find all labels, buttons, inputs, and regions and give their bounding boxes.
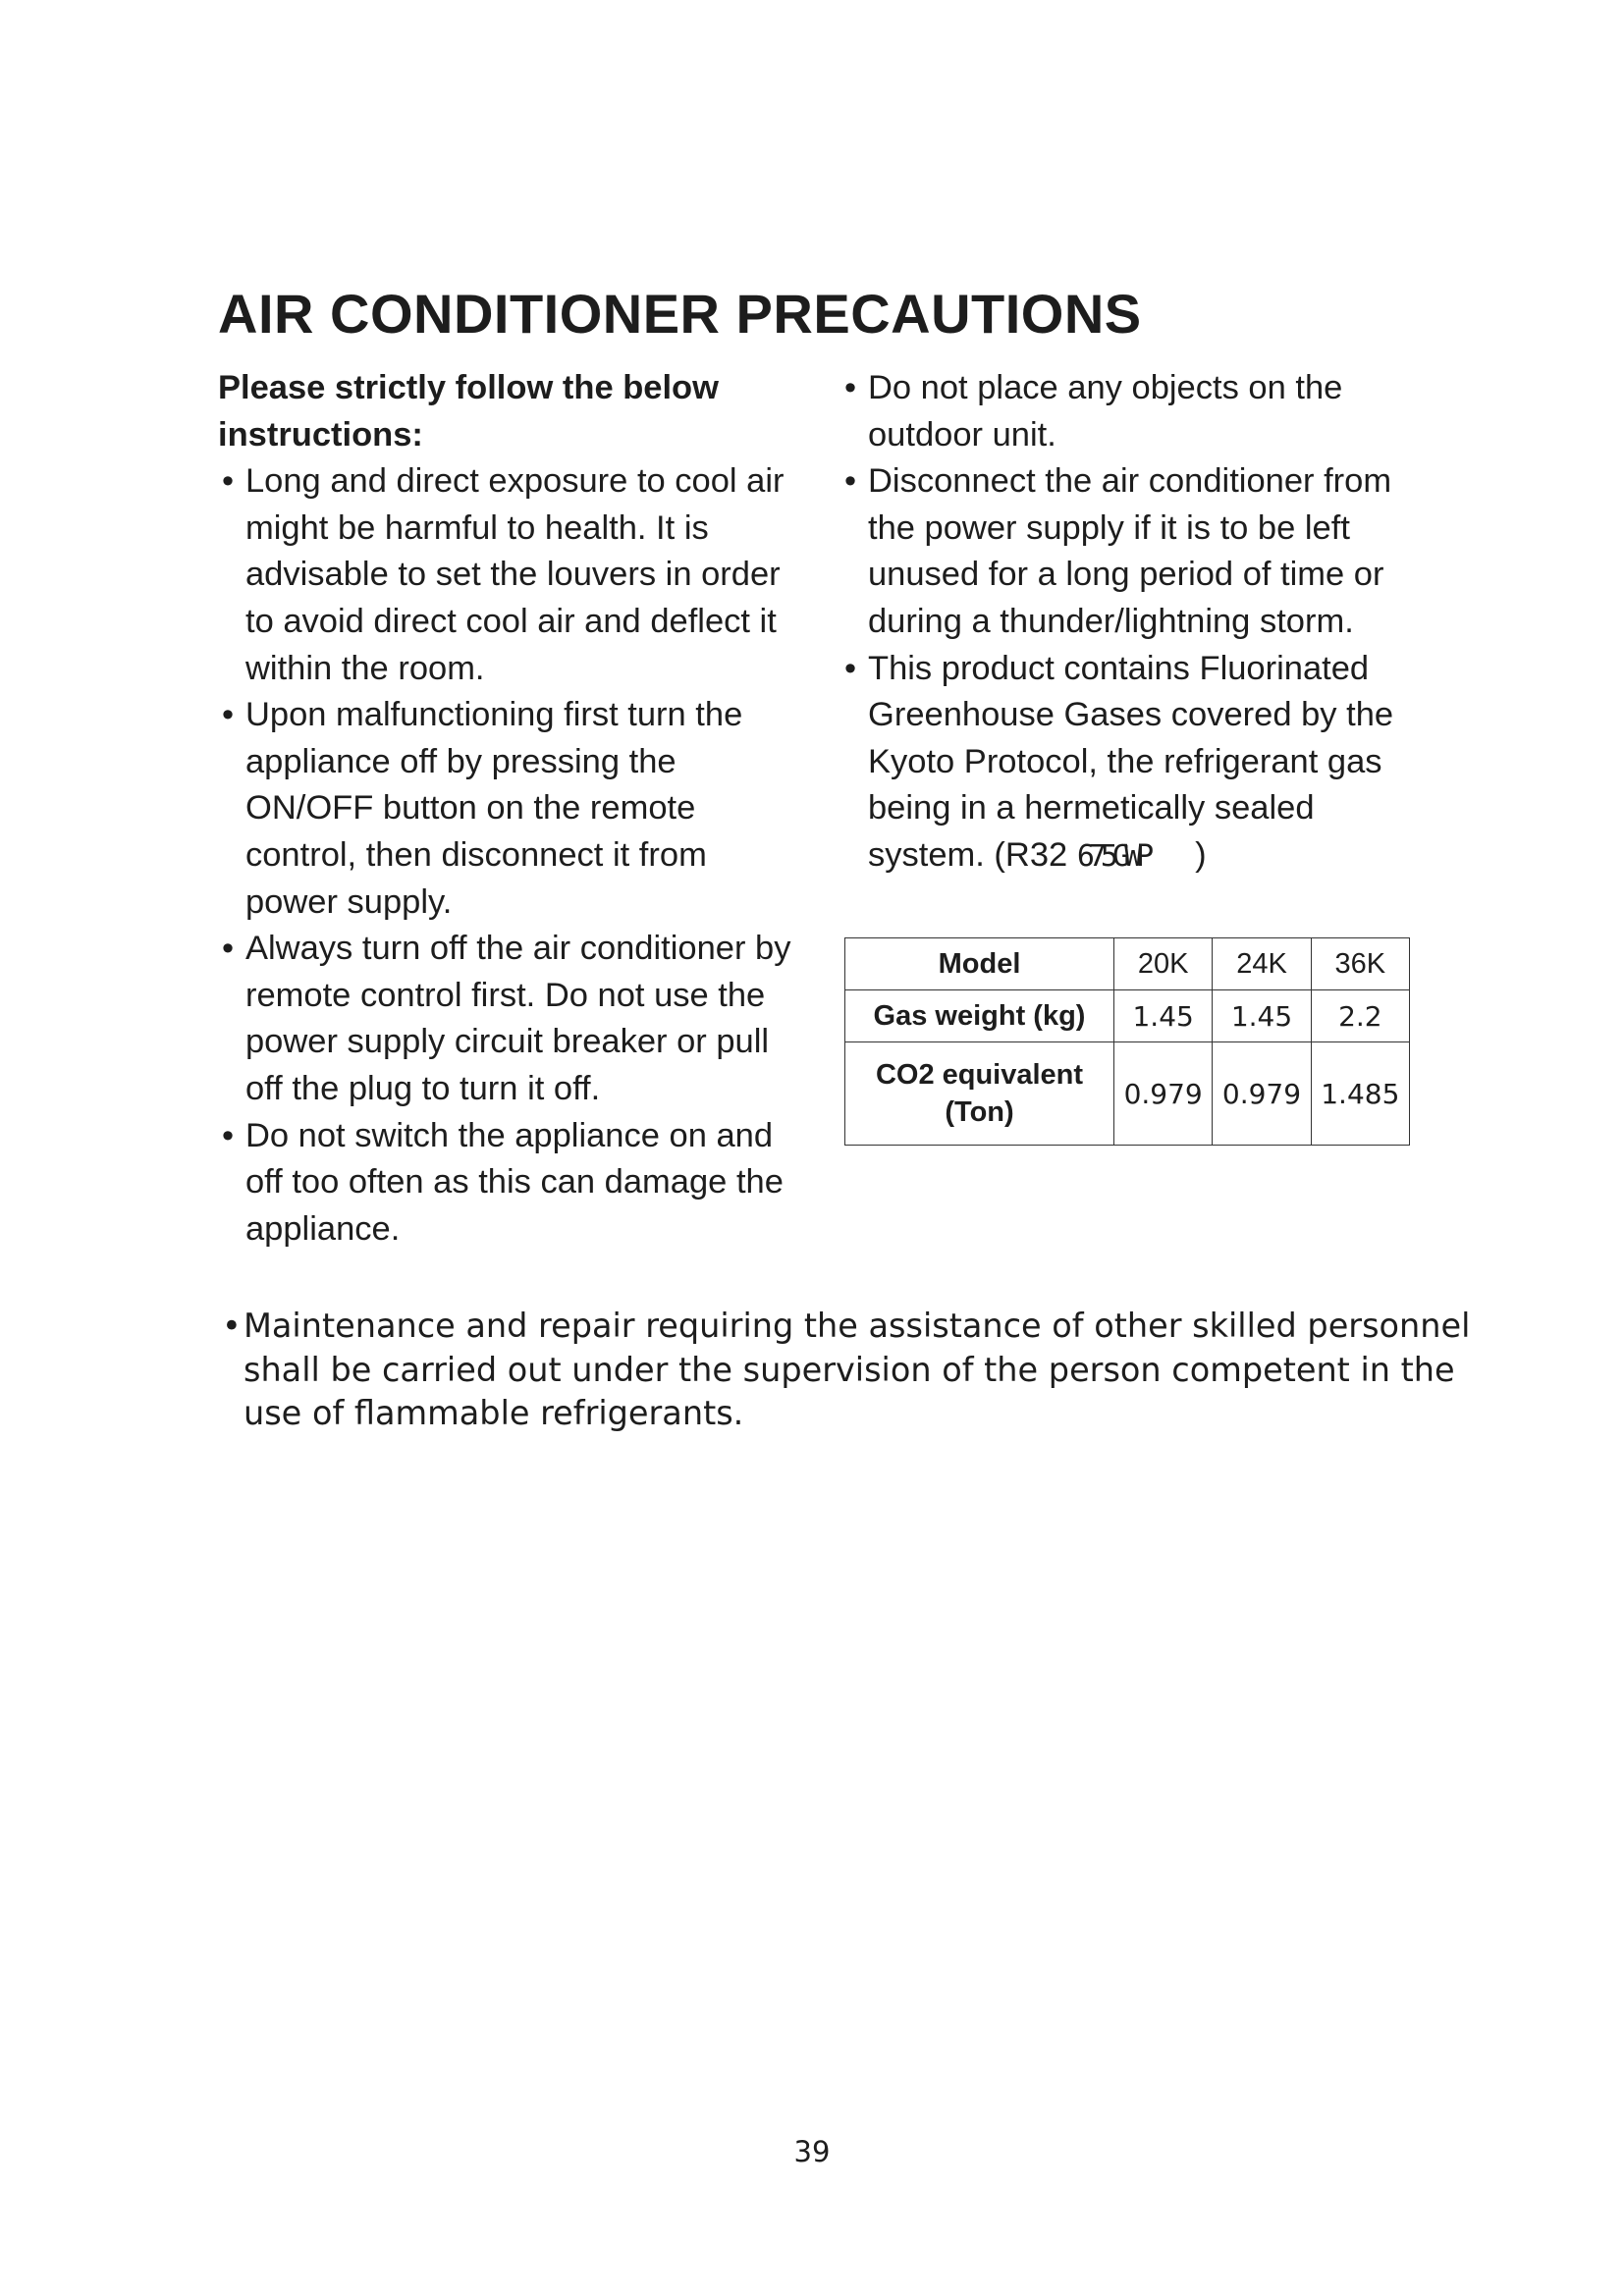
left-column	[218, 365, 807, 1253]
table-cell: 0.979	[1213, 1042, 1311, 1146]
right-column	[840, 365, 1430, 881]
table-header-cell: 24K	[1213, 938, 1311, 990]
gwp-label: GWP	[1112, 838, 1149, 874]
precaution-item: • Always turn off the air conditioner by remote control first. Do not use the power supply circuit breaker or pull off the plug to turn it off.	[218, 926, 807, 1112]
maintenance-note	[218, 1305, 1494, 1436]
table-cell: 1.485	[1311, 1042, 1409, 1146]
system-suffix: )	[1195, 835, 1207, 874]
instructions-intro: Please strictly follow the below instructions:	[218, 369, 719, 454]
maintenance-note-text: Maintenance and repair requiring the assistance of other skilled personnel shall be carried out under the supervision of the person competent in the use of flammable refrigerants.	[244, 1307, 1471, 1432]
refrigerant-type: R32	[1004, 835, 1068, 874]
bullet-icon: •	[222, 1307, 242, 1345]
fluorinated-gas-text: This product contains Fluorinated Greenhouse Gases covered by the Kyoto Protocol, the refrigerant gas being in a hermetically sealed	[868, 649, 1394, 828]
table-header-cell: Model	[845, 938, 1114, 990]
precaution-item: • Upon malfunctioning first turn the appliance off by pressing the ON/OFF button on the remote control, then disconnect it from power supply.	[218, 692, 807, 926]
table-header-row	[845, 938, 1410, 990]
table-cell: 1.45	[1114, 990, 1213, 1042]
refrigerant-line	[868, 836, 1207, 874]
table-cell: 2.2	[1311, 990, 1409, 1042]
precaution-item	[840, 646, 1430, 881]
row-label	[845, 1042, 1114, 1146]
precaution-item: • Long and direct exposure to cool air might be harmful to health. It is advisable to set the louvers in order to avoid direct cool air and deflect it within the room.	[218, 458, 807, 692]
gwp-value: 675	[1076, 838, 1112, 874]
refrigerant-table	[844, 937, 1410, 1146]
system-prefix: system. (	[868, 835, 1005, 874]
precaution-item: • Do not place any objects on the outdoor unit.	[840, 365, 1430, 458]
precaution-item: • Disconnect the air conditioner from the power supply if it is to be left unused for a long period of time or during a thunder/lightning storm.	[840, 458, 1430, 645]
row-label-line: (Ton)	[945, 1096, 1014, 1129]
left-bullet-list	[218, 458, 807, 1253]
table-header-cell: 20K	[1114, 938, 1213, 990]
table-row	[845, 1042, 1410, 1146]
row-label-line: CO2 equivalent	[875, 1059, 1084, 1092]
table-cell: 0.979	[1114, 1042, 1213, 1146]
page-title: AIR CONDITIONER PRECAUTIONS	[218, 283, 1142, 345]
page-number: 39	[793, 2135, 831, 2168]
table-cell: 1.45	[1213, 990, 1311, 1042]
row-label: Gas weight (kg)	[845, 990, 1114, 1042]
table-header-cell: 36K	[1311, 938, 1409, 990]
precaution-item: • Do not switch the appliance on and off too often as this can damage the appliance.	[218, 1113, 807, 1254]
right-bullet-list	[840, 365, 1430, 881]
table-row	[845, 990, 1410, 1042]
